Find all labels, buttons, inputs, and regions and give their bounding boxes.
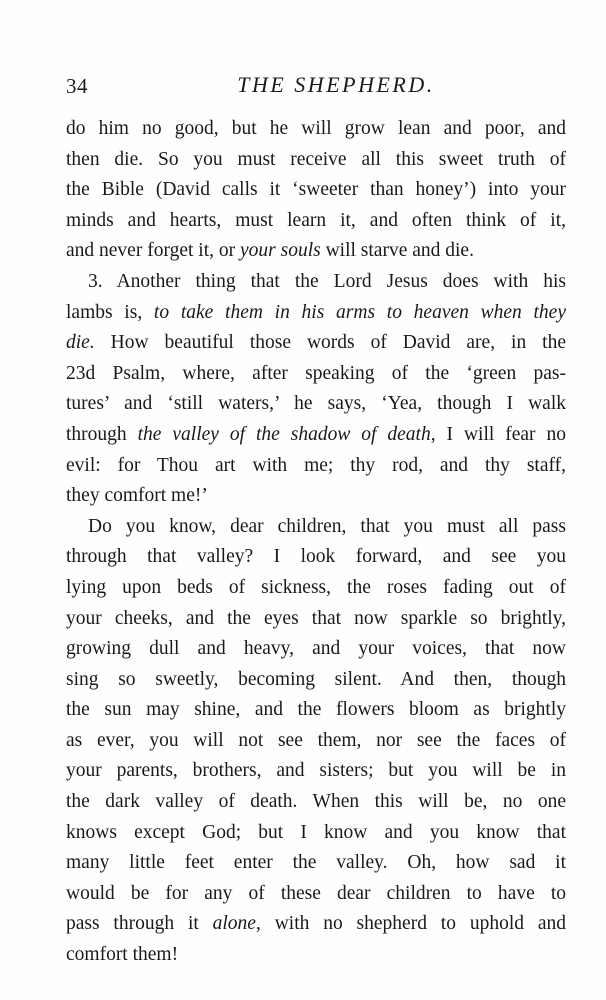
text-line: tures’ and ‘still waters,’ he says, ‘Yea, though I walk [66,393,566,415]
text-line: minds and hearts, must learn it, and often think of it, [66,209,566,231]
text-line: the Bible (David calls it ‘sweeter than honey’) into your [66,179,566,201]
text-line: growing dull and heavy, and your voices, that now [66,638,566,660]
text-line: lying upon beds of sickness, the roses fading out of [66,576,566,598]
text-line: would be for any of these dear children to have to [66,882,566,904]
text-line: the sun may shine, and the flowers bloom as brightly [66,699,566,721]
text-line: many little feet enter the valley. Oh, how sad it [66,852,566,874]
text-line: comfort them! [66,944,179,966]
text-line: knows except God; but I know and you know that [66,821,566,843]
text-line: through that valley? I look forward, and see you [66,546,566,568]
text-line: lambs is, to take them in his arms to heaven when they [66,301,566,323]
page-number: 34 [66,74,88,98]
page-header [66,72,566,102]
text-line: die. How beautiful those words of David are, in the [66,332,566,354]
text-line: 3. Another thing that the Lord Jesus does with his [88,270,566,292]
text-line: Do you know, dear children, that you must all pass [88,515,566,537]
text-line: they comfort me!’ [66,485,208,507]
text-line: 23d Psalm, where, after speaking of the ‘green pas- [66,362,566,384]
text-line: then die. So you must receive all this sweet truth of [66,148,566,170]
text-line: as ever, you will not see them, nor see the faces of [66,729,566,751]
text-line: evil: for Thou art with me; thy rod, and thy staff, [66,454,566,476]
text-line: do him no good, but he will grow lean and poor, and [66,118,566,139]
text-line: through the valley of the shadow of death, I will fear no [66,423,566,445]
text-line: your cheeks, and the eyes that now sparkle so brightly, [66,607,566,629]
running-title: THE SHEPHERD. [237,72,435,97]
body-text [66,114,566,971]
text-line: and never forget it, or your souls will starve and die. [66,240,474,262]
text-line: pass through it alone, with no shepherd to uphold and [66,913,566,935]
text-line: sing so sweetly, becoming silent. And then, though [66,668,566,690]
text-line: the dark valley of death. When this will be, no one [66,791,566,813]
text-line: your parents, brothers, and sisters; but you will be in [66,760,566,782]
